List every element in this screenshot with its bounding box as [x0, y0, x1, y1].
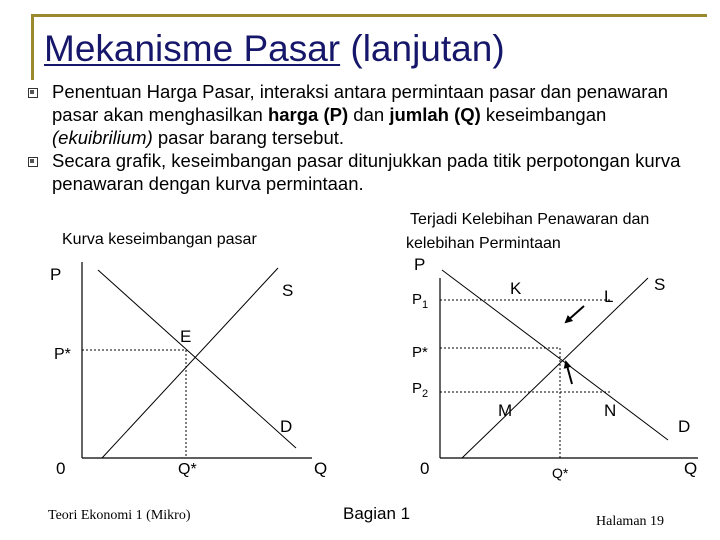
bullet-1-bold-quantity: jumlah (Q) — [389, 104, 481, 125]
left-supply-curve — [102, 268, 278, 458]
left-demand-label: D — [280, 417, 293, 436]
footer-section: Bagian 1 — [343, 504, 411, 523]
right-y-axis-label: P — [414, 255, 426, 274]
left-pstar-label: P* — [54, 346, 71, 363]
right-demand-label: D — [678, 417, 691, 436]
left-origin-label: 0 — [56, 459, 66, 478]
right-x-axis-label: Q — [684, 459, 698, 478]
right-graph-caption-line1: Terjadi Kelebihan Penawaran dan — [410, 211, 650, 228]
bullet-1-text-a: Penentuan Harga Pasar, interaksi antara permintaan pasar dan penawaran pasar akan menghasilkan — [52, 81, 669, 125]
left-x-axis-label: Q — [314, 459, 328, 478]
bullet-1-italic: (ekuibrilium) — [52, 127, 153, 148]
right-demand-curve — [442, 270, 668, 440]
bullet-1-text-d: pasar barang tersebut. — [152, 127, 345, 148]
right-point-n-label: N — [604, 401, 617, 420]
left-y-axis-label: P — [50, 265, 62, 284]
right-point-l-label: L — [604, 287, 614, 306]
footer-course-name: Teori Ekonomi 1 (Mikro) — [48, 508, 191, 523]
bullet-2-text: Secara grafik, keseimbangan pasar ditunjukkan pada titik perpotongan kurva penawaran dengan kurva permintaan. — [52, 150, 681, 194]
slide-title-main: Mekanisme Pasar — [44, 28, 341, 69]
left-qstar-label: Q* — [178, 461, 197, 478]
right-supply-label: S — [654, 275, 666, 294]
right-arrow-down-icon — [566, 306, 584, 322]
right-p2-label: $P_2$ — [412, 380, 429, 400]
right-point-k-label: K — [510, 279, 522, 298]
right-qstar-label: Q* — [552, 465, 569, 481]
left-equilibrium-label: E — [180, 327, 192, 346]
right-origin-label: 0 — [420, 459, 430, 478]
bullet-1-text-c: keseimbangan — [480, 104, 607, 125]
left-graph-caption: Kurva keseimbangan pasar — [62, 231, 257, 248]
left-demand-curve — [98, 270, 296, 448]
footer-page-number: Halaman 19 — [596, 514, 665, 529]
right-point-m-label: M — [498, 401, 513, 420]
bullet-1-bold-price: harga (P) — [267, 104, 349, 125]
right-graph-caption-line2: kelebihan Permintaan — [406, 235, 561, 252]
bullet-1-text-b: dan — [348, 104, 390, 125]
right-p1-label: $P_1$ — [412, 291, 429, 311]
right-pstar-label: P* — [412, 344, 428, 361]
slide-title-rest: (lanjutan) — [340, 28, 505, 69]
left-supply-label: S — [282, 281, 294, 300]
right-supply-curve — [462, 278, 648, 458]
